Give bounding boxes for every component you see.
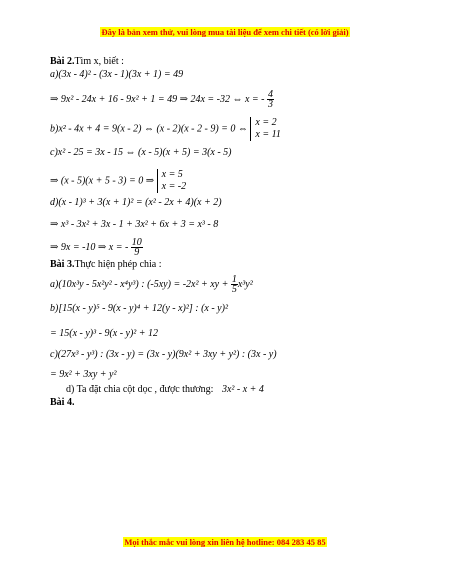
bai2-a-step-text: ⇒ 9x² - 24x + 16 - 9x² + 1 = 49 ⇒ 24x = -32 ⇔ x = - [50, 93, 265, 105]
fraction-numerator: 1 [231, 274, 237, 285]
bai2-a-step [50, 90, 274, 109]
bai3-d-line [66, 384, 264, 396]
bai2-d-final-text: ⇒ 9x = -10 ⇒ x = - [50, 241, 129, 253]
fraction-denominator: 5 [231, 284, 237, 295]
fraction-numerator: 10 [131, 237, 142, 248]
bai2-c-step-text: ⇒ (x - 5)(x + 5 - 3) = 0 ⇒ [50, 175, 155, 187]
bai2-c-step [50, 169, 186, 193]
bai2-heading [50, 56, 124, 68]
bai2-a-equation: a)(3x - 4)² - (3x - 1)(3x + 1) = 49 [50, 69, 184, 80]
bai3-a-tail: x³y² [237, 278, 253, 290]
bai4-title: Bài 4. [50, 397, 75, 408]
bai2-b-text: b)x² - 4x + 4 = 9(x - 2) ⇔ (x - 2)(x - 2 - 9) = 0 ⇔ [50, 123, 248, 135]
bai3-b-result: = 15(x - y)³ - 9(x - y)² + 12 [50, 328, 159, 339]
fraction [267, 90, 274, 109]
bai2-c-equation: c)x² - 25 = 3x - 15 ⇔ (x - 5)(x + 5) = 3(x - 5) [50, 147, 232, 158]
bai2-intro: Tìm x, biết : [74, 56, 124, 67]
bai2-d-equation: d)(x - 1)³ + 3(x + 1)² = (x² - 2x + 4)(x + 2) [50, 197, 222, 208]
bai2-b-equation [50, 117, 281, 141]
bai3-intro: Thực hiện phép chia : [74, 259, 162, 270]
preview-notice-banner [0, 27, 450, 37]
solution-1: x = 5 [161, 169, 183, 180]
fraction [231, 275, 238, 294]
solution-2: x = 11 [255, 129, 281, 140]
hotline-text: Mọi thắc mắc vui lòng xin liên hệ hotline: 084 283 45 85 [124, 537, 326, 547]
bai3-d-text: d) Ta đặt chia cột dọc , được thương: [66, 384, 214, 395]
bai3-b-equation: b)[15(x - y)⁵ - 9(x - y)⁴ + 12(y - x)²] : (x - y)² [50, 303, 228, 314]
solution-system [250, 117, 280, 141]
fraction-numerator: 4 [268, 89, 274, 100]
fraction-denominator: 3 [268, 99, 274, 110]
bai3-title: Bài 3. [50, 259, 75, 270]
preview-notice-text: Đây là bản xem thử, vui lòng mua tài liệu để xem chi tiết (có lời giải) [101, 27, 349, 37]
fraction [131, 238, 143, 257]
solution-1: x = 2 [255, 117, 277, 128]
bai2-title: Bài 2. [50, 56, 75, 67]
fraction-denominator: 9 [134, 247, 140, 258]
bai3-a-text: a)(10x³y - 5x²y² - x⁴y³) : (-5xy) = -2x² + xy + [50, 278, 229, 290]
bai3-heading [50, 259, 162, 271]
hotline-banner [0, 537, 450, 547]
bai3-a-equation [50, 275, 253, 294]
bai3-d-result: 3x² - x + 4 [221, 384, 264, 395]
bai3-c-equation: c)(27x³ - y³) : (3x - y) = (3x - y)(9x² + 3xy + y²) : (3x - y) [50, 349, 277, 360]
solution-2: x = -2 [161, 181, 187, 192]
bai2-d-step: ⇒ x³ - 3x² + 3x - 1 + 3x² + 6x + 3 = x³ - 8 [50, 219, 219, 230]
solution-system [157, 169, 187, 193]
bai3-c-result: = 9x² + 3xy + y² [50, 369, 117, 380]
bai2-d-final [50, 238, 143, 257]
